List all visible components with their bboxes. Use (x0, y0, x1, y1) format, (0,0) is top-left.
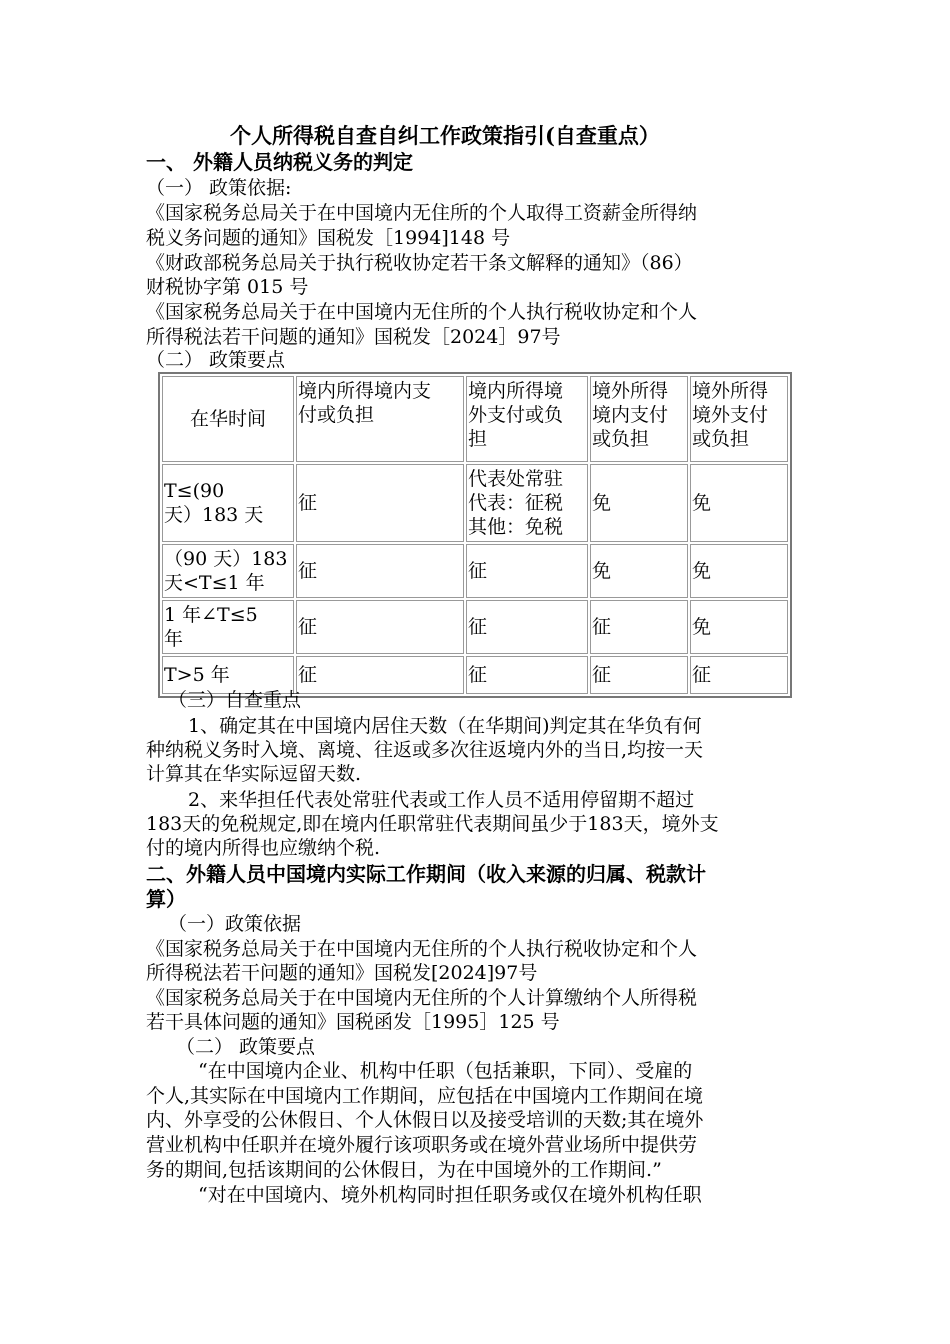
section1-heading: 一、 外籍人员纳税义务的判定 (146, 150, 413, 174)
table-cell: 代表处常驻 代表：征税 其他：免税 (466, 464, 588, 542)
section1-point-line: 付的境内所得也应缴纳个税. (146, 837, 381, 859)
section1-basis-line: 《国家税务总局关于在中国境内无住所的个人取得工资薪金所得纳 (146, 202, 698, 224)
table-cell: 征 (296, 464, 464, 542)
section1-sub2: （二） 政策要点 (146, 349, 286, 371)
section2-sub1: （一）政策依据 (168, 913, 302, 935)
time-cell: T>5 年 (162, 656, 294, 694)
section2-para-line: 个人,其实际在中国境内工作期间，应包括在中国境内工作期间在境 (146, 1085, 704, 1107)
section2-basis-line: 所得税法若干问题的通知》国税发[2024]97号 (146, 962, 538, 984)
header-cell: 境内所得境 外支付或负 担 (466, 376, 588, 462)
table-cell: 征 (466, 600, 588, 654)
section2-basis-line: 《国家税务总局关于在中国境内无住所的个人计算缴纳个人所得税 (146, 987, 698, 1009)
section1-basis-line: 财税协字第 015 号 (146, 276, 309, 298)
header-cell-time: 在华时间 (162, 376, 294, 462)
section1-point-line: 种纳税义务时入境、离境、往返或多次往返境内外的当日,均按一天 (146, 739, 704, 761)
section1-sub3: （三）自查重点 (168, 689, 302, 711)
tax-obligation-table (158, 372, 792, 698)
table-cell: 免 (690, 600, 788, 654)
table-cell: 征 (296, 656, 464, 694)
table-cell: 免 (690, 544, 788, 598)
header-cell: 境外所得 境外支付 或负担 (690, 376, 788, 462)
table-cell: 征 (590, 600, 688, 654)
section2-basis-line: 若干具体问题的通知》国税函发［1995］125 号 (146, 1011, 560, 1033)
header-cell: 境内所得境内支 付或负担 (296, 376, 464, 462)
table-header-row (162, 376, 788, 462)
section2-basis-line: 《国家税务总局关于在中国境内无住所的个人执行税收协定和个人 (146, 938, 698, 960)
table-cell: 免 (590, 464, 688, 542)
table-cell: 免 (690, 464, 788, 542)
section1-basis-line: 《国家税务总局关于在中国境内无住所的个人执行税收协定和个人 (146, 301, 698, 323)
section1-sub1: （一） 政策依据: (146, 177, 292, 199)
table-cell: 征 (296, 600, 464, 654)
section1-point-line: 1、确定其在中国境内居住天数（在华期间)判定其在华负有何 (188, 715, 702, 737)
section2-para-line: “在中国境内企业、机构中任职（包括兼职，下同）、受雇的 (198, 1060, 693, 1082)
section2-sub2: （二） 政策要点 (176, 1036, 316, 1058)
table-row (162, 544, 788, 598)
section2-para-line: 务的期间,包括该期间的公休假日，为在中国境外的工作期间.” (146, 1159, 662, 1181)
section1-point-line: 2、来华担任代表处常驻代表或工作人员不适用停留期不超过 (188, 789, 695, 811)
section1-point-line: 计算其在华实际逗留天数. (146, 763, 362, 785)
document-title: 个人所得税自查自纠工作政策指引(自查重点） (230, 123, 660, 148)
table-cell: 免 (590, 544, 688, 598)
section1-basis-line: 税义务问题的通知》国税发［1994]148 号 (146, 227, 511, 249)
section2-heading: 二、外籍人员中国境内实际工作期间（收入来源的归属、税款计 (146, 862, 706, 886)
table-cell: 征 (296, 544, 464, 598)
table-cell: 征 (466, 656, 588, 694)
table-row (162, 464, 788, 542)
section2-para-line: 营业机构中任职并在境外履行该项职务或在境外营业场所中提供劳 (146, 1134, 698, 1156)
header-cell: 境外所得 境内支付 或负担 (590, 376, 688, 462)
section2-para2-line: “对在中国境内、境外机构同时担任职务或仅在境外机构任职 (198, 1184, 702, 1206)
table-cell: 征 (690, 656, 788, 694)
time-cell: 1 年∠T≤5 年 (162, 600, 294, 654)
table-cell: 征 (466, 544, 588, 598)
table-row (162, 600, 788, 654)
section2-heading-cont: 算） (146, 887, 186, 911)
table-cell: 征 (590, 656, 688, 694)
section1-basis-line: 所得税法若干问题的通知》国税发［2024］97号 (146, 326, 561, 348)
section2-para-line: 内、外享受的公休假日、个人休假日以及接受培训的天数;其在境外 (146, 1109, 704, 1131)
section1-point-line: 183天的免税规定,即在境内任职常驻代表期间虽少于183天，境外支 (146, 813, 719, 835)
section1-basis-line: 《财政部税务总局关于执行税收协定若干条文解释的通知》（86） (146, 252, 693, 274)
time-cell: （90 天）183 天<T≤1 年 (162, 544, 294, 598)
time-cell: T≤(90 天）183 天 (162, 464, 294, 542)
